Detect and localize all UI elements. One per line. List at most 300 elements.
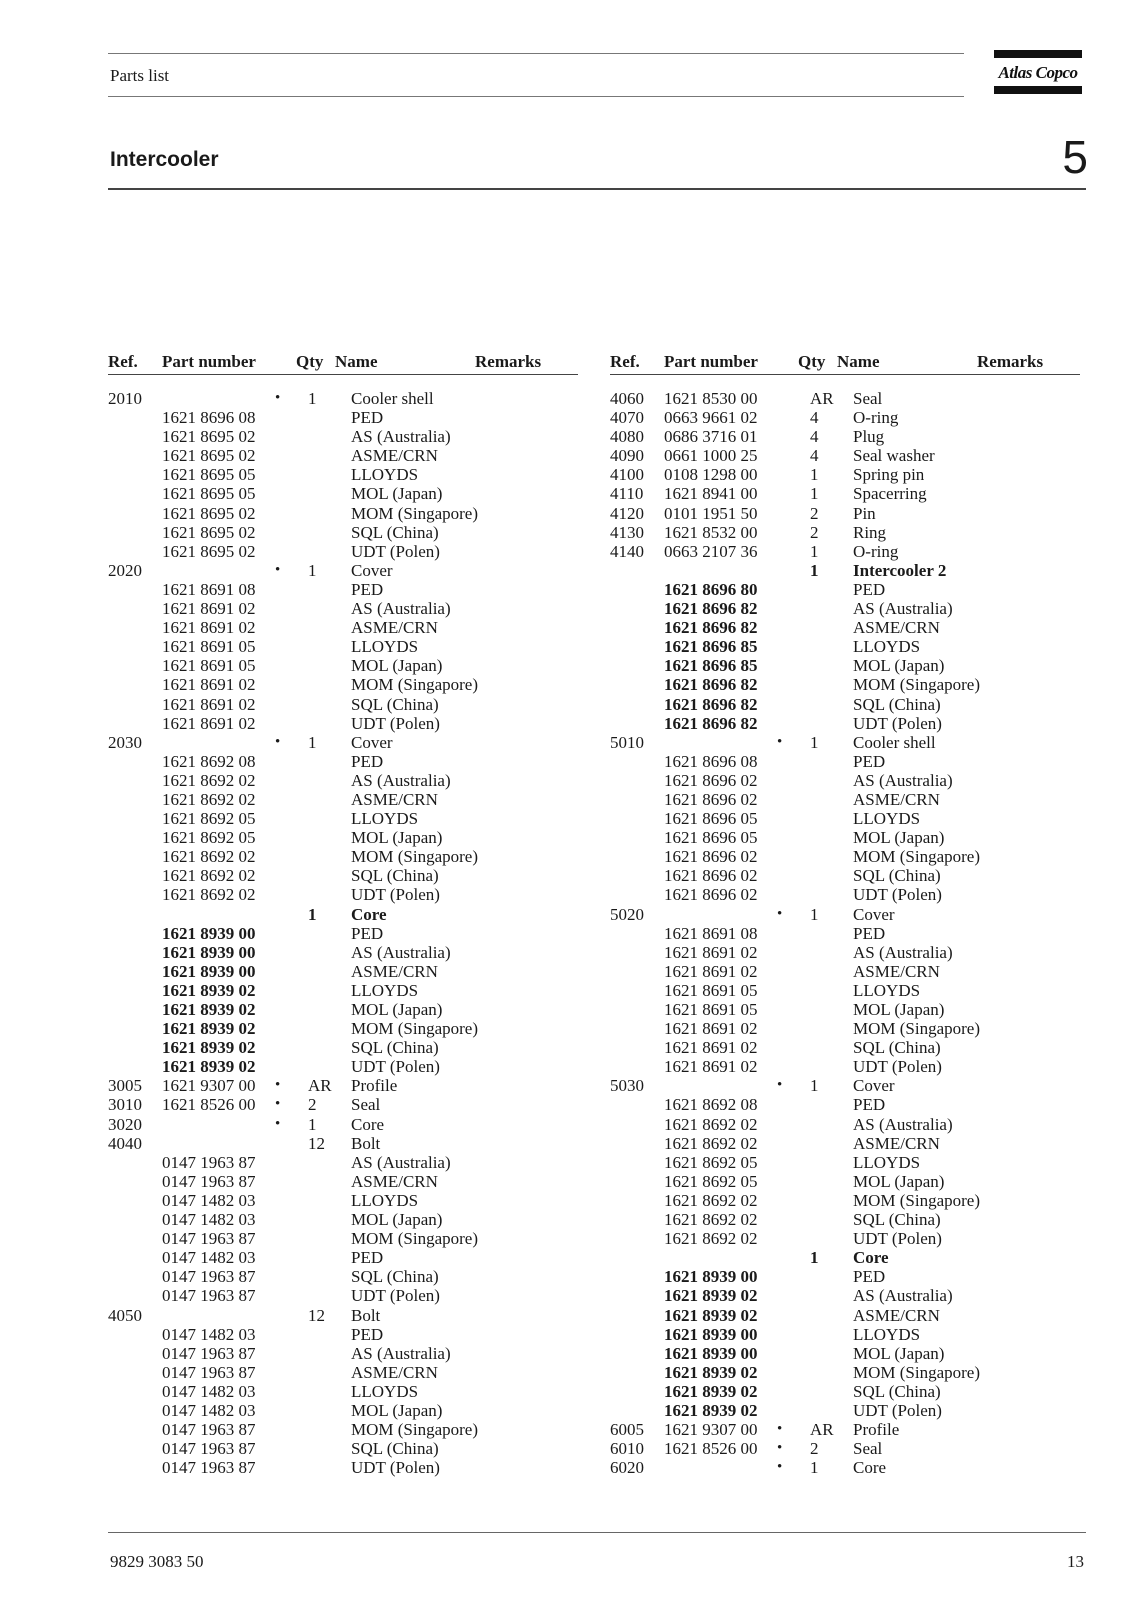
table-row xyxy=(108,752,578,771)
part-number-cell: 1621 8692 05 xyxy=(664,1152,758,1172)
part-number-cell: 1621 8691 02 xyxy=(162,599,256,619)
name-cell: ASME/CRN xyxy=(853,961,940,981)
name-cell: PED xyxy=(853,1267,886,1287)
table-row xyxy=(108,1210,578,1229)
name-cell: ASME/CRN xyxy=(853,1133,940,1153)
table-row xyxy=(610,695,1080,714)
part-number-cell: 1621 8939 00 xyxy=(664,1267,758,1287)
table-row xyxy=(610,1076,1080,1095)
name-cell: Bolt xyxy=(351,1133,381,1153)
part-number-cell: 1621 8939 00 xyxy=(664,1343,758,1363)
table-header xyxy=(610,350,1080,375)
part-number-cell: 1621 8695 02 xyxy=(162,503,256,523)
qty-cell: 1 xyxy=(308,560,317,580)
ref-cell: 4130 xyxy=(610,522,644,542)
part-number-cell: 1621 9307 00 xyxy=(162,1076,256,1096)
part-number-cell: 0147 1963 87 xyxy=(162,1152,256,1172)
qty-cell: 1 xyxy=(810,1458,819,1478)
name-cell: ASME/CRN xyxy=(351,1171,438,1191)
ref-cell: 4100 xyxy=(610,465,644,485)
table-row xyxy=(108,885,578,904)
part-number-cell: 0147 1963 87 xyxy=(162,1458,256,1478)
table-row xyxy=(610,580,1080,599)
part-number-cell: 0108 1298 00 xyxy=(664,465,758,485)
table-row xyxy=(610,981,1080,1000)
header-remarks: Remarks xyxy=(977,352,1044,371)
title-rule xyxy=(108,188,1086,190)
part-number-cell: 1621 8692 02 xyxy=(664,1210,758,1230)
name-cell: Core xyxy=(853,1458,887,1478)
table-row xyxy=(610,1439,1080,1458)
table-row xyxy=(108,1248,578,1267)
bullet-mark: • xyxy=(777,1459,783,1476)
ref-cell: 4140 xyxy=(610,541,644,561)
name-cell: SQL (China) xyxy=(853,1381,941,1401)
part-number-cell: 1621 8696 02 xyxy=(664,847,758,867)
part-number-cell: 1621 8692 02 xyxy=(664,1190,758,1210)
name-cell: SQL (China) xyxy=(351,1038,439,1058)
qty-cell: 4 xyxy=(810,408,819,428)
table-row xyxy=(108,1420,578,1439)
table-row xyxy=(108,504,578,523)
table-row xyxy=(108,733,578,752)
part-number-cell: 1621 8692 02 xyxy=(664,1133,758,1153)
table-row xyxy=(108,1153,578,1172)
name-cell: MOM (Singapore) xyxy=(351,503,479,523)
name-cell: LLOYDS xyxy=(351,465,419,485)
parts-table-right xyxy=(610,350,1080,1477)
name-cell: Ring xyxy=(853,522,887,542)
table-row xyxy=(108,599,578,618)
table-row xyxy=(610,847,1080,866)
name-cell: PED xyxy=(853,923,886,943)
name-cell: UDT (Polen) xyxy=(351,541,440,561)
rows-right xyxy=(610,389,1080,1477)
name-cell: ASME/CRN xyxy=(853,1305,940,1325)
header-name: Name xyxy=(335,352,378,371)
part-number-cell: 0147 1482 03 xyxy=(162,1324,256,1344)
document-number: 9829 3083 50 xyxy=(110,1552,204,1571)
table-row xyxy=(610,809,1080,828)
part-number-cell: 1621 8526 00 xyxy=(162,1095,256,1115)
part-number-cell: 1621 8939 02 xyxy=(664,1305,758,1325)
part-number-cell: 1621 8526 00 xyxy=(664,1439,758,1459)
name-cell: MOL (Japan) xyxy=(853,1343,945,1363)
name-cell: MOM (Singapore) xyxy=(853,847,981,867)
name-cell: Cover xyxy=(853,1076,895,1096)
qty-cell: 1 xyxy=(810,904,819,924)
part-number-cell: 0661 1000 25 xyxy=(664,446,758,466)
ref-cell: 6010 xyxy=(610,1439,644,1459)
table-row xyxy=(610,1458,1080,1477)
name-cell: SQL (China) xyxy=(351,522,439,542)
header-bottom-rule xyxy=(108,96,964,97)
table-row xyxy=(610,389,1080,408)
qty-cell: 1 xyxy=(810,732,819,752)
table-row xyxy=(108,1229,578,1248)
name-cell: MOL (Japan) xyxy=(351,484,443,504)
name-cell: MOM (Singapore) xyxy=(351,847,479,867)
part-number-cell: 0147 1963 87 xyxy=(162,1343,256,1363)
name-cell: MOM (Singapore) xyxy=(853,675,981,695)
table-row xyxy=(108,1134,578,1153)
name-cell: PED xyxy=(351,923,384,943)
name-cell: SQL (China) xyxy=(351,866,439,886)
table-row xyxy=(108,389,578,408)
table-row xyxy=(108,847,578,866)
name-cell: MOL (Japan) xyxy=(351,656,443,676)
table-row xyxy=(610,1095,1080,1114)
name-cell: AS (Australia) xyxy=(351,427,451,447)
name-cell: Plug xyxy=(853,427,885,447)
part-number-cell: 0101 1951 50 xyxy=(664,503,758,523)
part-number-cell: 1621 8692 02 xyxy=(162,789,256,809)
table-row xyxy=(610,924,1080,943)
part-number-cell: 1621 8696 02 xyxy=(664,770,758,790)
table-row xyxy=(108,1344,578,1363)
part-number-cell: 1621 8691 02 xyxy=(162,618,256,638)
part-number-cell: 0147 1963 87 xyxy=(162,1362,256,1382)
table-row xyxy=(610,1153,1080,1172)
table-row xyxy=(108,523,578,542)
part-number-cell: 1621 8692 05 xyxy=(664,1171,758,1191)
name-cell: UDT (Polen) xyxy=(351,1057,440,1077)
table-row xyxy=(610,1038,1080,1057)
part-number-cell: 1621 8691 02 xyxy=(664,942,758,962)
name-cell: Seal xyxy=(853,389,883,408)
part-number-cell: 1621 8695 02 xyxy=(162,522,256,542)
name-cell: UDT (Polen) xyxy=(853,885,942,905)
bullet-mark: • xyxy=(275,1115,281,1132)
name-cell: MOL (Japan) xyxy=(351,1400,443,1420)
name-cell: ASME/CRN xyxy=(351,446,438,466)
header-remarks: Remarks xyxy=(475,352,542,371)
table-row xyxy=(108,580,578,599)
table-row xyxy=(610,1306,1080,1325)
chapter-number: 5 xyxy=(1062,131,1088,183)
qty-cell: 4 xyxy=(810,446,819,466)
table-row xyxy=(108,427,578,446)
table-row xyxy=(610,504,1080,523)
table-row xyxy=(108,1095,578,1114)
table-row xyxy=(610,599,1080,618)
name-cell: Cooler shell xyxy=(351,389,434,408)
name-cell: Cover xyxy=(351,560,393,580)
bullet-mark: • xyxy=(275,1077,281,1094)
part-number-cell: 1621 8939 00 xyxy=(162,942,256,962)
name-cell: Cooler shell xyxy=(853,732,936,752)
header-ref: Ref. xyxy=(610,352,640,371)
name-cell: PED xyxy=(351,579,384,599)
section-label: Parts list xyxy=(110,66,170,85)
part-number-cell: 0147 1482 03 xyxy=(162,1381,256,1401)
name-cell: Core xyxy=(351,1114,385,1134)
part-number-cell: 1621 8939 02 xyxy=(664,1362,758,1382)
part-number-cell: 1621 8692 02 xyxy=(162,885,256,905)
qty-cell: AR xyxy=(308,1076,332,1096)
part-number-cell: 1621 9307 00 xyxy=(664,1420,758,1440)
table-row xyxy=(108,1019,578,1038)
part-number-cell: 1621 8691 02 xyxy=(162,675,256,695)
name-cell: Core xyxy=(853,1248,889,1268)
part-number-cell: 1621 8695 05 xyxy=(162,465,256,485)
name-cell: PED xyxy=(351,1248,384,1268)
table-row xyxy=(610,905,1080,924)
part-number-cell: 0147 1963 87 xyxy=(162,1171,256,1191)
qty-cell: 2 xyxy=(810,503,819,523)
table-row xyxy=(108,1000,578,1019)
name-cell: PED xyxy=(853,751,886,771)
part-number-cell: 1621 8530 00 xyxy=(664,389,758,408)
qty-cell: 1 xyxy=(810,560,819,580)
table-row xyxy=(610,523,1080,542)
name-cell: MOM (Singapore) xyxy=(853,1019,981,1039)
part-number-cell: 0147 1963 87 xyxy=(162,1267,256,1287)
part-number-cell: 1621 8691 02 xyxy=(162,713,256,733)
qty-cell: 1 xyxy=(308,904,317,924)
bullet-mark: • xyxy=(777,733,783,750)
name-cell: PED xyxy=(853,1095,886,1115)
part-number-cell: 1621 8939 00 xyxy=(162,961,256,981)
name-cell: AS (Australia) xyxy=(853,1114,953,1134)
part-number-cell: 1621 8691 05 xyxy=(664,1000,758,1019)
table-row xyxy=(610,1248,1080,1267)
ref-cell: 4080 xyxy=(610,427,644,447)
part-number-cell: 1621 8696 02 xyxy=(664,866,758,886)
part-number-cell: 0147 1963 87 xyxy=(162,1229,256,1249)
name-cell: SQL (China) xyxy=(351,1439,439,1459)
part-number-cell: 1621 8696 82 xyxy=(664,713,758,733)
ref-cell: 6020 xyxy=(610,1458,644,1478)
name-cell: Seal washer xyxy=(853,446,935,466)
name-cell: UDT (Polen) xyxy=(853,1400,942,1420)
table-row xyxy=(610,542,1080,561)
ref-cell: 5010 xyxy=(610,732,644,752)
table-row xyxy=(610,790,1080,809)
table-row xyxy=(610,618,1080,637)
name-cell: LLOYDS xyxy=(853,1152,921,1172)
part-number-cell: 0663 9661 02 xyxy=(664,408,758,428)
name-cell: MOL (Japan) xyxy=(853,656,945,676)
ref-cell: 4040 xyxy=(108,1133,142,1153)
ref-cell: 3010 xyxy=(108,1095,142,1115)
name-cell: SQL (China) xyxy=(351,1267,439,1287)
name-cell: LLOYDS xyxy=(351,637,419,657)
qty-cell: 12 xyxy=(308,1305,325,1325)
part-number-cell: 1621 8691 02 xyxy=(664,961,758,981)
table-row xyxy=(108,561,578,580)
qty-cell: 1 xyxy=(308,732,317,752)
part-number-cell: 1621 8941 00 xyxy=(664,484,758,504)
qty-cell: 1 xyxy=(810,1076,819,1096)
part-number-cell: 1621 8696 05 xyxy=(664,809,758,829)
part-number-cell: 1621 8696 85 xyxy=(664,637,758,657)
part-number-cell: 1621 8696 82 xyxy=(664,599,758,619)
part-number-cell: 0147 1482 03 xyxy=(162,1248,256,1268)
table-row xyxy=(108,924,578,943)
name-cell: AS (Australia) xyxy=(351,1152,451,1172)
name-cell: UDT (Polen) xyxy=(351,1458,440,1478)
table-row xyxy=(610,1325,1080,1344)
part-number-cell: 1621 8939 02 xyxy=(162,980,256,1000)
bullet-mark: • xyxy=(777,1421,783,1438)
name-cell: SQL (China) xyxy=(853,1038,941,1058)
page-number: 13 xyxy=(1067,1552,1084,1571)
table-row xyxy=(610,1267,1080,1286)
bullet-mark: • xyxy=(275,390,281,406)
name-cell: MOM (Singapore) xyxy=(351,675,479,695)
table-row xyxy=(610,484,1080,503)
logo-top-bar xyxy=(994,50,1082,58)
parts-table-left xyxy=(108,350,578,1477)
ref-cell: 4120 xyxy=(610,503,644,523)
name-cell: AS (Australia) xyxy=(853,1286,953,1306)
ref-cell: 3020 xyxy=(108,1114,142,1134)
name-cell: ASME/CRN xyxy=(351,1362,438,1382)
name-cell: PED xyxy=(853,579,886,599)
atlas-copco-logo xyxy=(994,50,1082,94)
table-row xyxy=(610,1134,1080,1153)
table-row xyxy=(610,1191,1080,1210)
part-number-cell: 1621 8939 00 xyxy=(162,923,256,943)
qty-cell: 2 xyxy=(810,522,819,542)
table-row xyxy=(108,637,578,656)
name-cell: Profile xyxy=(853,1420,900,1440)
table-row xyxy=(610,1401,1080,1420)
name-cell: Profile xyxy=(351,1076,398,1096)
table-row xyxy=(610,408,1080,427)
name-cell: LLOYDS xyxy=(351,1381,419,1401)
name-cell: UDT (Polen) xyxy=(853,713,942,733)
table-row xyxy=(108,1286,578,1305)
name-cell: AS (Australia) xyxy=(853,770,953,790)
table-row xyxy=(610,752,1080,771)
name-cell: Pin xyxy=(853,503,876,523)
name-cell: O-ring xyxy=(853,541,899,561)
qty-cell: 2 xyxy=(308,1095,317,1115)
name-cell: MOM (Singapore) xyxy=(351,1019,479,1039)
part-number-cell: 0663 2107 36 xyxy=(664,541,758,561)
name-cell: MOL (Japan) xyxy=(351,1000,443,1019)
table-row xyxy=(610,1115,1080,1134)
ref-cell: 2020 xyxy=(108,560,142,580)
name-cell: SQL (China) xyxy=(853,866,941,886)
table-row xyxy=(108,905,578,924)
table-row xyxy=(610,561,1080,580)
table-row xyxy=(610,1057,1080,1076)
name-cell: LLOYDS xyxy=(351,809,419,829)
qty-cell: 1 xyxy=(810,484,819,504)
table-row xyxy=(108,484,578,503)
table-row xyxy=(108,408,578,427)
part-number-cell: 1621 8696 85 xyxy=(664,656,758,676)
ref-cell: 4060 xyxy=(610,389,644,408)
name-cell: AS (Australia) xyxy=(853,599,953,619)
table-row xyxy=(610,885,1080,904)
part-number-cell: 1621 8692 05 xyxy=(162,809,256,829)
name-cell: UDT (Polen) xyxy=(853,1057,942,1077)
part-number-cell: 0147 1963 87 xyxy=(162,1439,256,1459)
bullet-mark: • xyxy=(777,1077,783,1094)
name-cell: LLOYDS xyxy=(853,1324,921,1344)
bullet-mark: • xyxy=(275,561,281,578)
table-row xyxy=(108,962,578,981)
table-header xyxy=(108,350,578,375)
table-row xyxy=(108,1172,578,1191)
name-cell: LLOYDS xyxy=(351,980,419,1000)
name-cell: ASME/CRN xyxy=(351,618,438,638)
part-number-cell: 1621 8692 08 xyxy=(162,751,256,771)
table-row xyxy=(610,1363,1080,1382)
header-part-number: Part number xyxy=(162,352,256,371)
table-row xyxy=(610,943,1080,962)
table-row xyxy=(610,1210,1080,1229)
table-row xyxy=(610,1000,1080,1019)
part-number-cell: 1621 8695 02 xyxy=(162,446,256,466)
name-cell: Cover xyxy=(853,904,895,924)
header-part-number: Part number xyxy=(664,352,758,371)
qty-cell: 2 xyxy=(810,1439,819,1459)
part-number-cell: 1621 8696 05 xyxy=(664,828,758,848)
name-cell: MOM (Singapore) xyxy=(853,1362,981,1382)
header-top-rule xyxy=(108,53,964,54)
part-number-cell: 0147 1482 03 xyxy=(162,1190,256,1210)
part-number-cell: 1621 8532 00 xyxy=(664,522,758,542)
table-row xyxy=(108,465,578,484)
footer-rule xyxy=(108,1532,1086,1533)
name-cell: AS (Australia) xyxy=(351,770,451,790)
table-row xyxy=(108,771,578,790)
name-cell: Core xyxy=(351,904,387,924)
table-row xyxy=(108,1363,578,1382)
ref-cell: 4050 xyxy=(108,1305,142,1325)
part-number-cell: 1621 8691 02 xyxy=(162,694,256,714)
name-cell: MOL (Japan) xyxy=(853,828,945,848)
table-row xyxy=(108,446,578,465)
part-number-cell: 1621 8692 05 xyxy=(162,828,256,848)
name-cell: MOL (Japan) xyxy=(853,1000,945,1019)
table-row xyxy=(108,618,578,637)
name-cell: SQL (China) xyxy=(351,694,439,714)
part-number-cell: 1621 8692 02 xyxy=(162,847,256,867)
name-cell: MOM (Singapore) xyxy=(351,1229,479,1249)
name-cell: UDT (Polen) xyxy=(853,1229,942,1249)
name-cell: MOL (Japan) xyxy=(351,828,443,848)
header-ref: Ref. xyxy=(108,352,138,371)
table-row xyxy=(610,771,1080,790)
ref-cell: 4110 xyxy=(610,484,644,504)
part-number-cell: 1621 8691 08 xyxy=(664,923,758,943)
name-cell: MOL (Japan) xyxy=(853,1171,945,1191)
part-number-cell: 1621 8939 02 xyxy=(162,1019,256,1039)
name-cell: Intercooler 2 xyxy=(853,560,947,580)
part-number-cell: 1621 8939 02 xyxy=(664,1400,758,1420)
name-cell: Bolt xyxy=(351,1305,381,1325)
name-cell: LLOYDS xyxy=(853,809,921,829)
name-cell: MOL (Japan) xyxy=(351,1210,443,1230)
table-row xyxy=(610,1382,1080,1401)
part-number-cell: 1621 8691 08 xyxy=(162,579,256,599)
ref-cell: 5020 xyxy=(610,904,644,924)
part-number-cell: 1621 8939 02 xyxy=(162,1000,256,1019)
table-row xyxy=(610,446,1080,465)
table-row xyxy=(108,1401,578,1420)
part-number-cell: 1621 8696 82 xyxy=(664,694,758,714)
part-number-cell: 0147 1482 03 xyxy=(162,1400,256,1420)
part-number-cell: 1621 8939 02 xyxy=(664,1381,758,1401)
name-cell: Seal xyxy=(351,1095,381,1115)
name-cell: PED xyxy=(351,751,384,771)
